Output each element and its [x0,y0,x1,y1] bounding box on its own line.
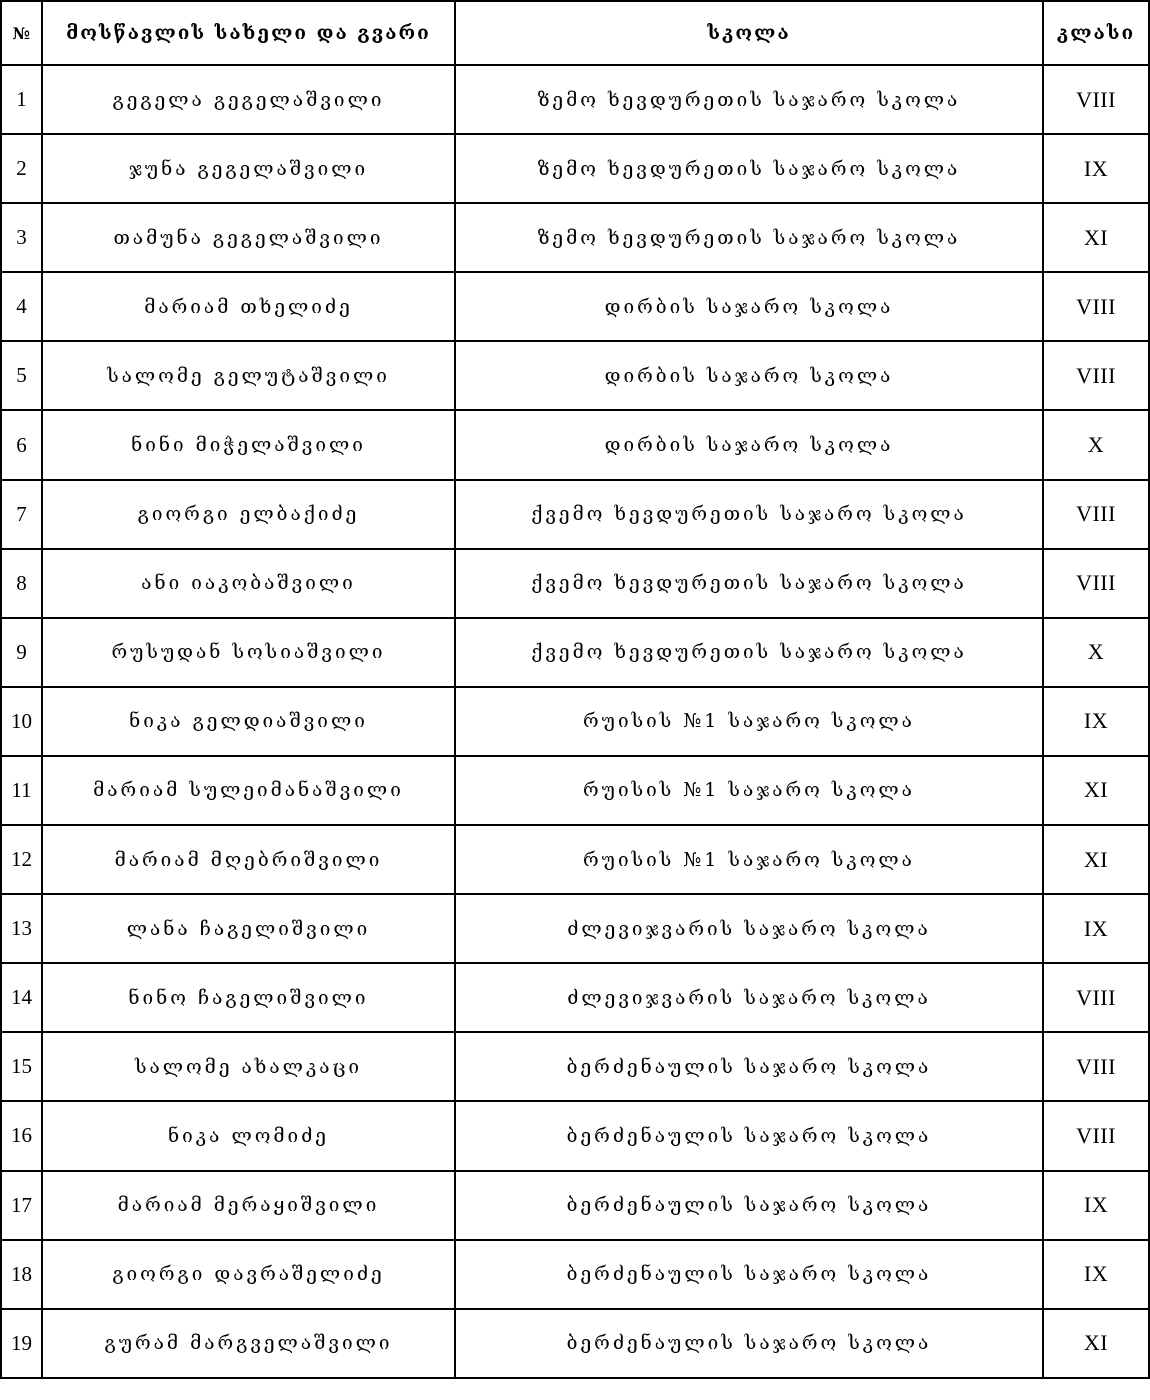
school-name: ქვემო ხევდურეთის საჯარო სკოლა [455,549,1043,618]
student-name: გურამ მარგველაშვილი [42,1309,455,1378]
student-name: სალომე ახალკაცი [42,1032,455,1101]
table-row [1,480,1149,549]
row-number: 17 [1,1171,42,1240]
row-number: 3 [1,203,42,272]
row-number: 14 [1,963,42,1032]
student-name: გეგელა გეგელაშვილი [42,65,455,134]
student-name: მარიამ მერაყიშვილი [42,1171,455,1240]
grade-value: VIII [1043,549,1149,618]
grade-value: XI [1043,1309,1149,1378]
school-name: ზემო ხევდურეთის საჯარო სკოლა [455,203,1043,272]
student-name: ნიკა გელდიაშვილი [42,687,455,756]
table-row [1,618,1149,687]
row-number: 13 [1,894,42,963]
row-number: 19 [1,1309,42,1378]
school-name: ქვემო ხევდურეთის საჯარო სკოლა [455,618,1043,687]
header-row [1,1,1149,65]
table-body [1,65,1149,1378]
student-name: ანი იაკობაშვილი [42,549,455,618]
row-number: 2 [1,134,42,203]
grade-value: X [1043,410,1149,479]
student-name: ნინო ჩაგელიშვილი [42,963,455,1032]
row-number: 6 [1,410,42,479]
grade-value: IX [1043,894,1149,963]
table-header [1,1,1149,65]
table-row [1,410,1149,479]
school-name: რუისის №1 საჯარო სკოლა [455,687,1043,756]
school-name: ბერძენაულის საჯარო სკოლა [455,1240,1043,1309]
header-name: მოსწავლის სახელი და გვარი [42,1,455,65]
grade-value: IX [1043,1171,1149,1240]
grade-value: IX [1043,134,1149,203]
student-name: მარიამ თხელიძე [42,272,455,341]
table-row [1,1240,1149,1309]
student-name: რუსუდან სოსიაშვილი [42,618,455,687]
grade-value: VIII [1043,1101,1149,1170]
grade-value: VIII [1043,341,1149,410]
row-number: 4 [1,272,42,341]
student-name: სალომე გელუტაშვილი [42,341,455,410]
student-name: მარიამ მღებრიშვილი [42,825,455,894]
grade-value: XI [1043,203,1149,272]
school-name: დირბის საჯარო სკოლა [455,341,1043,410]
table-row [1,203,1149,272]
grade-value: IX [1043,687,1149,756]
header-school: სკოლა [455,1,1043,65]
table-row [1,1101,1149,1170]
header-grade: კლასი [1043,1,1149,65]
row-number: 1 [1,65,42,134]
student-name: გიორგი ელბაქიძე [42,480,455,549]
row-number: 5 [1,341,42,410]
school-name: დირბის საჯარო სკოლა [455,272,1043,341]
table-row [1,1309,1149,1378]
grade-value: IX [1043,1240,1149,1309]
student-name: ნიკა ლომიძე [42,1101,455,1170]
student-name: ნინი მიჭელაშვილი [42,410,455,479]
table-row [1,825,1149,894]
grade-value: VIII [1043,480,1149,549]
row-number: 12 [1,825,42,894]
table-row [1,65,1149,134]
school-name: ბერძენაულის საჯარო სკოლა [455,1171,1043,1240]
row-number: 7 [1,480,42,549]
school-name: რუისის №1 საჯარო სკოლა [455,825,1043,894]
student-name: მარიამ სულეიმანაშვილი [42,756,455,825]
grade-value: X [1043,618,1149,687]
school-name: ბერძენაულის საჯარო სკოლა [455,1032,1043,1101]
table-row [1,272,1149,341]
row-number: 9 [1,618,42,687]
grade-value: VIII [1043,65,1149,134]
school-name: ძლევიჯვარის საჯარო სკოლა [455,894,1043,963]
school-name: დირბის საჯარო სკოლა [455,410,1043,479]
student-name: ჯუნა გეგელაშვილი [42,134,455,203]
table-row [1,687,1149,756]
table-row [1,1171,1149,1240]
row-number: 16 [1,1101,42,1170]
row-number: 11 [1,756,42,825]
table-row [1,549,1149,618]
school-name: ზემო ხევდურეთის საჯარო სკოლა [455,65,1043,134]
table-row [1,963,1149,1032]
school-name: ბერძენაულის საჯარო სკოლა [455,1101,1043,1170]
table-row [1,756,1149,825]
table-row [1,894,1149,963]
school-name: ბერძენაულის საჯარო სკოლა [455,1309,1043,1378]
table-row [1,1032,1149,1101]
header-number: № [1,1,42,65]
table-row [1,134,1149,203]
table-row [1,341,1149,410]
grade-value: VIII [1043,272,1149,341]
row-number: 8 [1,549,42,618]
school-name: ქვემო ხევდურეთის საჯარო სკოლა [455,480,1043,549]
school-name: ზემო ხევდურეთის საჯარო სკოლა [455,134,1043,203]
grade-value: VIII [1043,963,1149,1032]
school-name: ძლევიჯვარის საჯარო სკოლა [455,963,1043,1032]
student-name: თამუნა გეგელაშვილი [42,203,455,272]
row-number: 10 [1,687,42,756]
row-number: 15 [1,1032,42,1101]
school-name: რუისის №1 საჯარო სკოლა [455,756,1043,825]
grade-value: XI [1043,825,1149,894]
grade-value: XI [1043,756,1149,825]
student-name: გიორგი დავრაშელიძე [42,1240,455,1309]
grade-value: VIII [1043,1032,1149,1101]
row-number: 18 [1,1240,42,1309]
student-name: ლანა ჩაგელიშვილი [42,894,455,963]
